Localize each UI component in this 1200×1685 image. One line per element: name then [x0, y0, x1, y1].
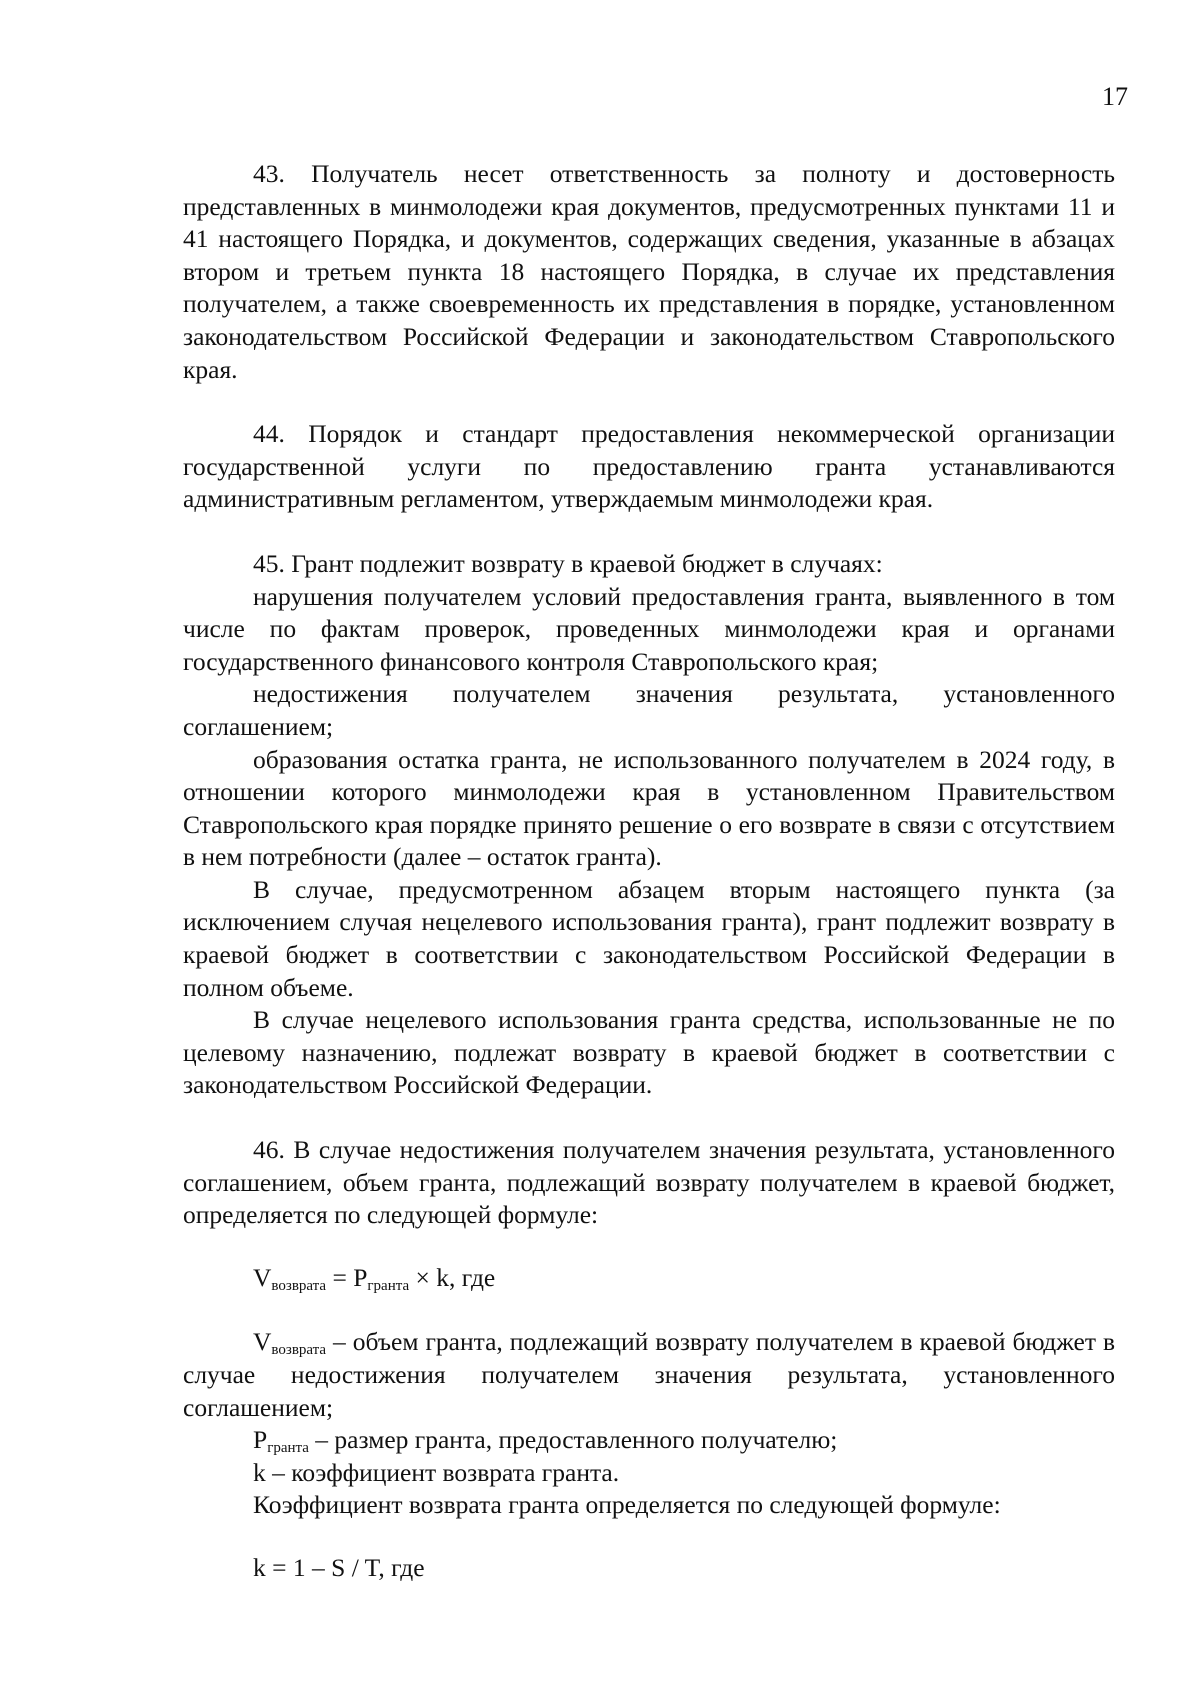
- document-body: [183, 158, 1115, 1617]
- paragraph-45-misuse: В случае нецелевого использования гранта средства, использованные не по целевому назначению, подлежат возврату в краевой бюджет в соответствии с законодательством Российской Федерации.: [183, 1005, 1115, 1100]
- page-number: 17: [1102, 82, 1128, 111]
- paragraph-45-case-remainder: образования остатка гранта, не использованного получателем в 2024 году, в отношении которого минмолодежи края в установленном Правительством Ставропольского края порядке принято решение о его возврате в связи с отсутствием в нем потребности (далее – остаток гранта).: [183, 744, 1115, 872]
- paragraph-44: 44. Порядок и стандарт предоставления некоммерческой организации государственной услуги по предоставлению гранта устанавливаются административным регламентом, утверждаемым минмолодежи края.: [183, 419, 1115, 514]
- coefficient-intro: Коэффициент возврата гранта определяется по следующей формуле:: [253, 1490, 1001, 1520]
- definition-k: k – коэффициент возврата гранта.: [253, 1457, 620, 1487]
- paragraph-45-full-return: В случае, предусмотренном абзацем вторым настоящего пункта (за исключением случая нецелевого использования гранта), грант подлежит возврату в краевой бюджет в соответствии с законодательством Российской Федерации в полном объеме.: [183, 874, 1115, 1002]
- definition-v: $V_{возврата}$ – объем гранта, подлежащий возврату получателем в краевой бюджет в случае недостижения получателем значения результата, установленного соглашением;: [183, 1327, 1115, 1422]
- definition-p: $P_{гранта}$ – размер гранта, предоставленного получателю;: [253, 1425, 838, 1457]
- formula-coefficient: k = 1 – S / T, где: [253, 1552, 425, 1582]
- formula-return-volume: $V_{возврата} = P_{гранта} \times k$, где: [253, 1262, 496, 1294]
- paragraph-45-case-violation: нарушения получателем условий предоставления гранта, выявленного в том числе по фактам проверок, проведенных минмолодежи края и органами государственного финансового контроля Ставропольского края;: [183, 581, 1115, 676]
- paragraph-45-intro: 45. Грант подлежит возврату в краевой бюджет в случаях:: [253, 548, 883, 578]
- paragraph-46-intro: 46. В случае недостижения получателем значения результата, установленного соглашением, объем гранта, подлежащий возврату получателем в краевой бюджет, определяется по следующей формуле:: [183, 1135, 1115, 1230]
- paragraph-45-case-nonachievement: недостижения получателем значения результата, установленного соглашением;: [183, 679, 1115, 741]
- paragraph-43: 43. Получатель несет ответственность за полноту и достоверность представленных в минмолодежи края документов, предусмотренных пунктами 11 и 41 настоящего Порядка, и документов, содержащих сведения, указанные в абзацах втором и третьем пункта 18 настоящего Порядка, в случае их представления получателем, а также своевременность их представления в порядке, установленном законодательством Российской Федерации и законодательством Ставропольского края.: [183, 159, 1115, 384]
